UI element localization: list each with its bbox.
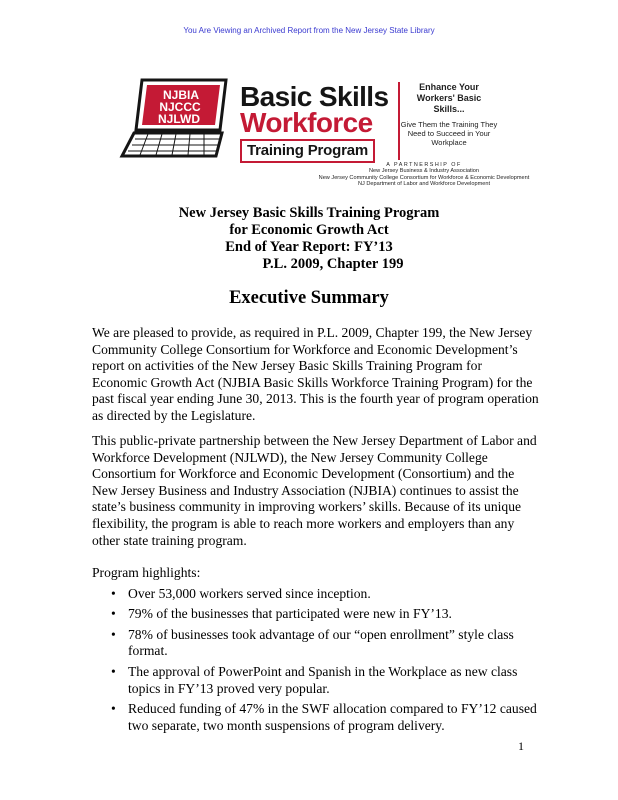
- bullet-icon: •: [111, 701, 116, 717]
- list-item: [92, 586, 540, 603]
- logo-tagline-text: Give Them the Training They Need to Succeed in Your Workplace: [400, 120, 498, 147]
- logo-partnership: [314, 162, 534, 188]
- report-title: [0, 205, 618, 273]
- logo-tagline-bold: Enhance Your Workers' Basic Skills...: [416, 82, 482, 114]
- highlights-list: [92, 586, 540, 735]
- intro-paragraph: We are pleased to provide, as required in P.L. 2009, Chapter 199, the New Jersey Community College Consortium for Workforce and Economic Development’s report on activities of the New Jersey Basic Skills Training Program for Economic Growth Act (NJBIA Basic Skills Workforce Training Program) for the past fiscal year ending June 30, 2013. This is the fourth year of program operation as directed by the Legislature.: [92, 325, 539, 423]
- bullet-icon: •: [111, 585, 116, 601]
- highlight-text: 78% of businesses took advantage of our “open enrollment” style class format.: [128, 626, 514, 659]
- section-heading: Executive Summary: [229, 288, 389, 308]
- list-item: [92, 606, 540, 623]
- laptop-logo-icon: [118, 78, 242, 162]
- logo-screen-line-1: NJBIA: [162, 88, 200, 102]
- highlight-text: Over 53,000 workers served since inception.: [128, 585, 371, 601]
- bullet-icon: •: [111, 626, 116, 642]
- report-title-line-3: End of Year Report: FY’13: [225, 239, 393, 255]
- logo-line-2: Workforce: [240, 107, 373, 138]
- logo-wordmark: [240, 81, 390, 163]
- report-title-line-2: for Economic Growth Act: [229, 222, 389, 238]
- list-item: [92, 664, 540, 697]
- list-item: [92, 627, 540, 660]
- partner-2: New Jersey Community College Consortium for Workforce & Economic Development: [318, 174, 530, 181]
- bullet-icon: •: [111, 606, 116, 622]
- highlights-label: Program highlights:: [92, 565, 201, 580]
- highlight-text: Reduced funding of 47% in the SWF allocation compared to FY’12 caused two separate, two month suspensions of program delivery.: [128, 701, 537, 733]
- bullet-icon: •: [111, 663, 116, 679]
- logo-screen-line-3: NJLWD: [158, 112, 200, 126]
- archive-banner: You Are Viewing an Archived Report from the New Jersey State Library: [183, 26, 435, 35]
- report-title-line-1: New Jersey Basic Skills Training Program: [178, 205, 440, 221]
- partnership-heading: A PARTNERSHIP OF: [386, 162, 462, 168]
- logo-line-1: Basic Skills: [240, 81, 389, 112]
- program-logo: [118, 78, 530, 190]
- partnership-paragraph: This public-private partnership between the New Jersey Department of Labor and Workforce Development (NJLWD), the New Jersey Community College Consortium for Workforce and Economic Development (Consortium) and the New Jersey Business and Industry Association (NJBIA) continues to assist the state’s business community in improving workers’ skills. Because of its unique flexibility, the program is able to reach more workers and employers than any other state training program.: [92, 433, 537, 548]
- list-item: [92, 701, 540, 734]
- partner-3: NJ Department of Labor and Workforce Development: [357, 181, 491, 188]
- report-title-line-4: P.L. 2009, Chapter 199: [262, 256, 404, 272]
- program-highlights: [92, 565, 540, 734]
- page-number: 1: [518, 739, 524, 753]
- logo-line-3: Training Program: [240, 139, 375, 163]
- logo-screen-line-2: NJCCC: [159, 100, 201, 114]
- logo-tagline: [398, 82, 498, 160]
- highlight-text: The approval of PowerPoint and Spanish in the Workplace as new class topics in FY’13 proved very popular.: [128, 663, 518, 696]
- highlight-text: 79% of the businesses that participated were new in FY’13.: [128, 606, 452, 622]
- partner-1: New Jersey Business & Industry Association: [368, 168, 480, 175]
